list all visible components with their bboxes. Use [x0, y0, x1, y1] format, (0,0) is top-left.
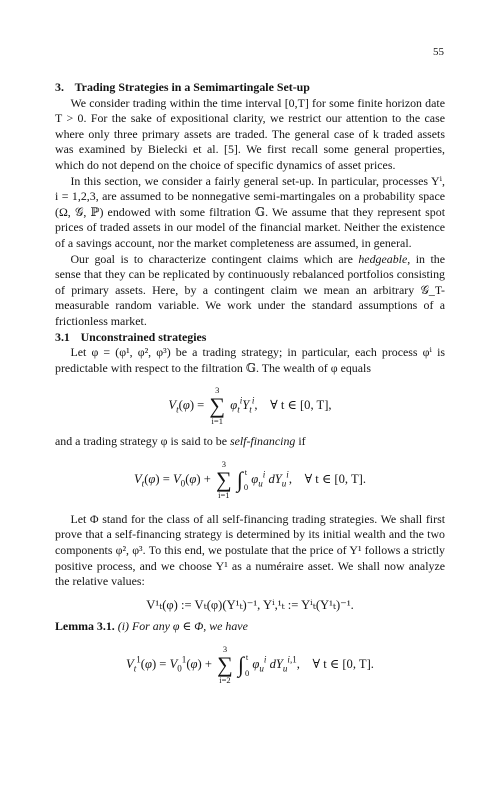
page-number: 55	[433, 46, 444, 58]
paragraph-5	[55, 434, 445, 450]
sum-lower-limit: i=2	[219, 675, 231, 686]
equation-lemma: $V_t^1(\varphi) = V_0^1(\varphi)$ + 3 ∑ i=2 ∫ t 0 $\varphi_u^i$ $dY_u^{i,1}$, ∀ t ∈ [0, T].	[126, 644, 374, 686]
sum-symbol: 3 ∑ i=1	[209, 385, 226, 427]
integral-symbol: ∫ t 0	[238, 650, 249, 680]
lemma-label: Lemma 3.1.	[55, 619, 115, 634]
sum-symbol: 3 ∑ i=1	[215, 458, 232, 500]
section-title: Trading Strategies in a Semimartingale Set-up	[74, 80, 310, 94]
paragraph-2: In this section, we consider a fairly general set-up. In particular, processes Yⁱ, i = 1,2,3, are assumed to be nonnegative semi-martingales on a probability space (Ω, 𝒢, ℙ) endowed with some filtration 𝔾. We assume that they represent spot prices of traded assets in our model of the financial market. Neither the existence of a savings account, nor the market completeness are assumed, in general.	[55, 173, 445, 250]
paragraph-3-text-b: , in the sense that they can be replicated by continuously rebalanced portfolios consisting of primary assets. Here, by a contingent claim we mean an arbitrary 𝒢_T-measurable random variable. We work under the standard assumptions of a frictionless market.	[55, 251, 445, 328]
paragraph-3-text-a: Our goal is to characterize contingent claims which are	[70, 251, 359, 266]
subsection-heading	[55, 330, 445, 346]
equation-relative-values	[55, 598, 445, 614]
sum-upper-limit: 3	[222, 644, 228, 655]
paragraph-4: Let φ = (φ¹, φ², φ³) be a trading strategy; in particular, each process φⁱ is predictable with respect to the filtration 𝔾. The wealth of φ equals	[55, 345, 445, 375]
equation-wealth-condition: ∀ t ∈ [0, T],	[270, 398, 332, 413]
equation-lemma-condition: ∀ t ∈ [0, T].	[312, 656, 374, 671]
section-number: 3.	[55, 80, 64, 94]
paragraph-1: We consider trading within the time interval [0,T] for some finite horizon date T > 0. For the sake of expositional clarity, we restrict our attention to the case where only three primary assets are traded. The general case of k traded assets was examined by Bielecki et al. [5]. We first recall some general properties, which do not depend on the choice of specific dynamics of asset prices.	[55, 95, 445, 172]
sum-symbol: 3 ∑ i=2	[217, 644, 233, 686]
integral-symbol: ∫ t 0	[237, 465, 248, 495]
section-heading	[55, 80, 445, 96]
paragraph-3	[55, 252, 445, 330]
integral-upper-limit: t	[245, 652, 249, 663]
paragraph-5-text-b: if	[295, 434, 306, 449]
paragraph-3-emphasis: hedgeable	[358, 251, 408, 266]
subsection-number: 3.1	[55, 329, 70, 344]
sum-lower-limit: i=1	[211, 416, 223, 427]
sum-upper-limit: 3	[215, 385, 220, 396]
equation-wealth: $V_t(\varphi)$ = 3 ∑ i=1 $\varphi_t^iY_t^i$, ∀ t ∈ [0, T],	[168, 385, 332, 427]
sum-lower-limit: i=1	[218, 489, 230, 500]
integral-lower-limit: 0	[243, 482, 249, 493]
lemma-3-1	[55, 619, 445, 635]
integral-upper-limit: t	[244, 466, 248, 477]
equation-self-financing: $V_t(\varphi) = V_0(\varphi)$ + 3 ∑ i=1 ∫ t 0 $\varphi_u^i$ $dY_u^i$, ∀ t ∈ [0, T].	[133, 458, 367, 500]
paragraph-5-emphasis: self-financing	[229, 434, 296, 449]
text-column	[55, 80, 445, 685]
equation-self-financing-condition: ∀ t ∈ [0, T].	[304, 471, 367, 486]
sum-upper-limit: 3	[221, 458, 226, 469]
paragraph-5-text-a: and a trading strategy φ is said to be	[55, 434, 230, 449]
equation-relative-values-text: V¹ₜ(φ) := Vₜ(φ)(Y¹ₜ)⁻¹, Yⁱ,¹ₜ := Yⁱₜ(Y¹ₜ)⁻¹.	[146, 597, 354, 612]
paragraph-6: Let Φ stand for the class of all self-financing trading strategies. We shall first prove that a self-financing strategy is determined by its initial wealth and the two components φ², φ³. To this end, we postulate that the price of Y¹ follows a strictly positive process, and we choose Y¹ as a numéraire asset. We shall now analyze the relative values:	[55, 511, 445, 589]
integral-lower-limit: 0	[244, 667, 250, 678]
lemma-text: (i) For any φ ∈ Φ, we have	[114, 619, 248, 634]
subsection-title: Unconstrained strategies	[80, 329, 207, 344]
